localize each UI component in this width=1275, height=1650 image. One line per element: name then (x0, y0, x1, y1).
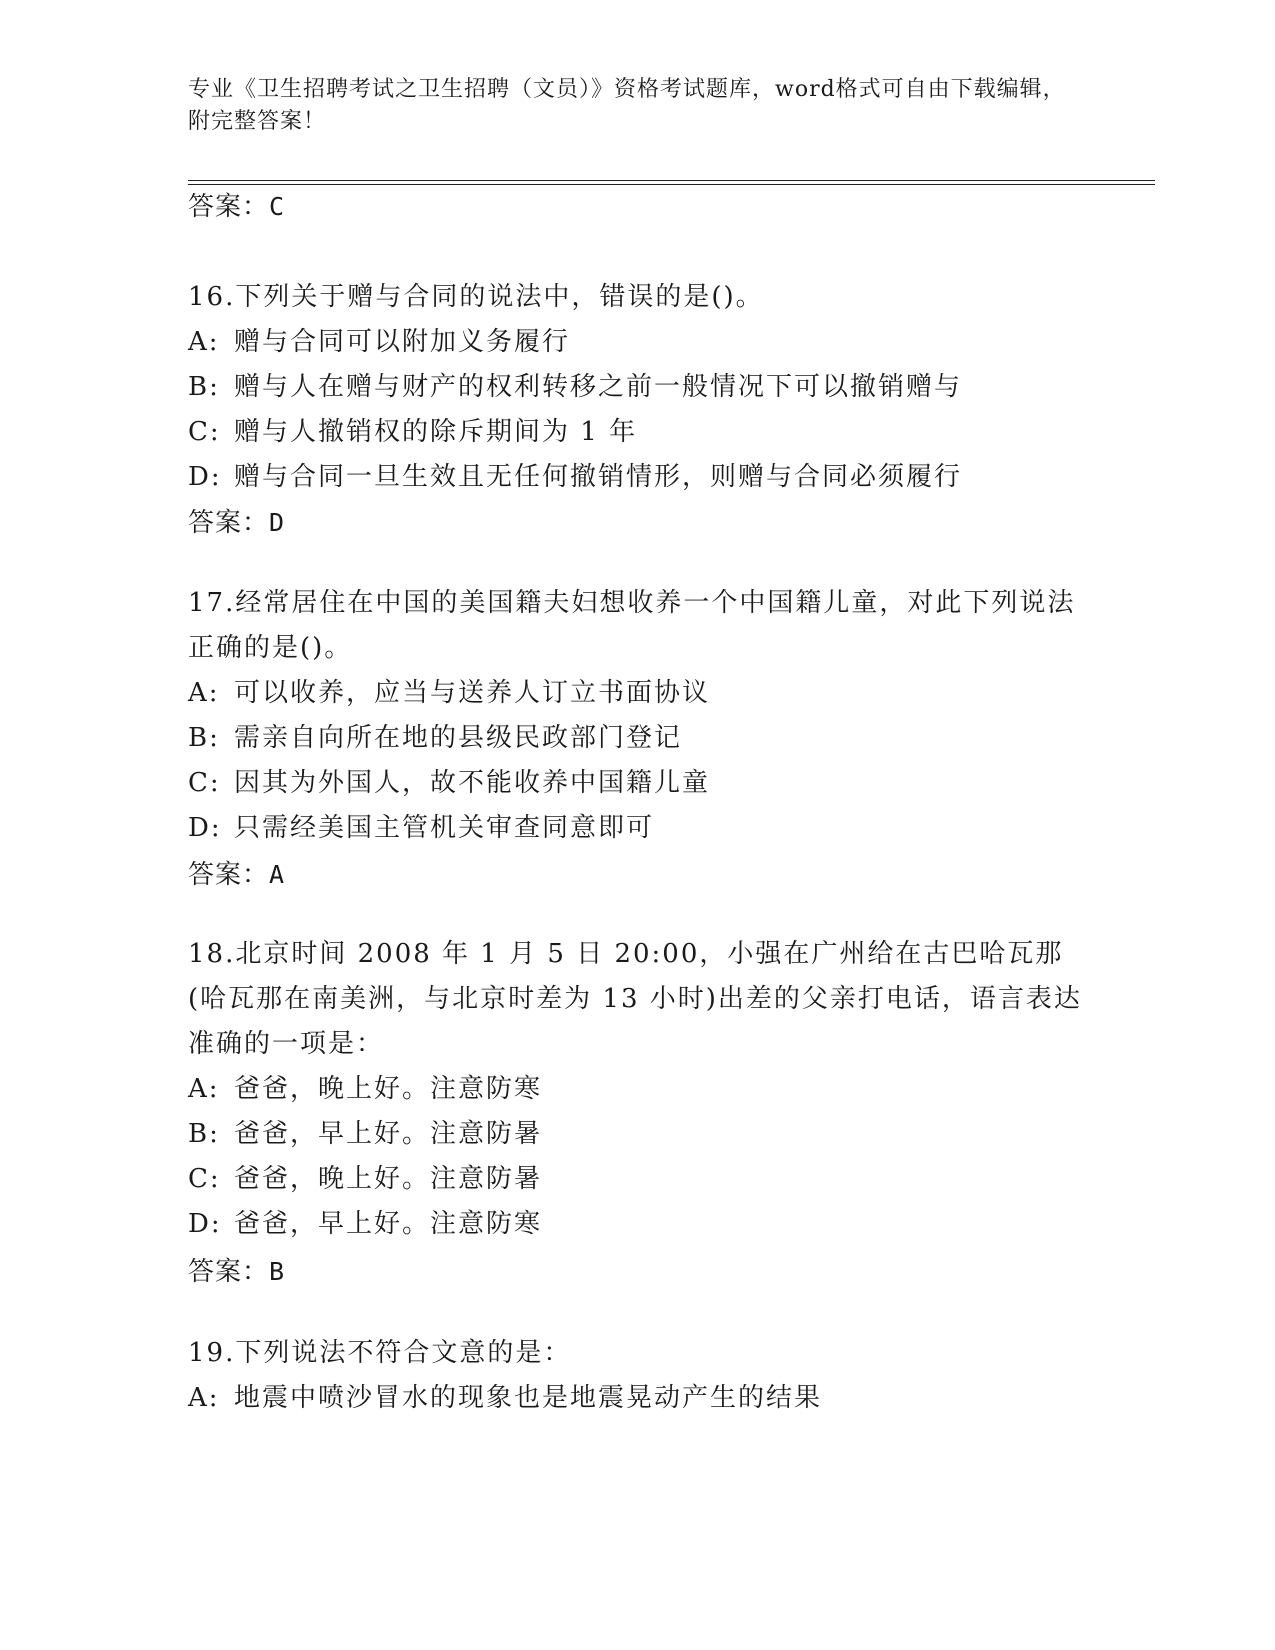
option-text: 爸爸，晚上好。注意防暑 (234, 1164, 543, 1194)
answer-value: D (269, 508, 286, 537)
option-text: 爸爸，早上好。注意防暑 (234, 1119, 543, 1149)
answer-line (188, 1255, 285, 1289)
question-text: 19.下列说法不符合文意的是： (188, 1338, 572, 1368)
option-c (188, 410, 1088, 455)
question-16 (188, 275, 1088, 500)
option-text: 只需经美国主管机关审查同意即可 (234, 813, 655, 843)
option-letter: B: (188, 372, 220, 402)
answer-label: 答案： (188, 192, 270, 222)
option-text: 可以收养，应当与送养人订立书面协议 (234, 678, 711, 708)
answer-label: 答案： (188, 508, 270, 538)
option-d (188, 806, 1088, 851)
question-19 (188, 1331, 1088, 1421)
option-a (188, 320, 1088, 365)
answer-value: A (269, 860, 286, 889)
option-b (188, 365, 1088, 410)
option-b (188, 716, 1088, 761)
option-b (188, 1112, 1088, 1157)
option-c (188, 761, 1088, 806)
option-letter: A: (188, 1383, 220, 1413)
option-letter: A: (188, 1074, 220, 1104)
answer-label: 答案： (188, 860, 270, 890)
answer-label: 答案： (188, 1257, 270, 1287)
question-text: 16.下列关于赠与合同的说法中，错误的是()。 (188, 282, 764, 312)
option-letter: D: (188, 462, 222, 492)
option-text: 需亲自向所在地的县级民政部门登记 (234, 723, 683, 753)
option-letter: D: (188, 813, 222, 843)
option-letter: B: (188, 723, 220, 753)
option-c (188, 1157, 1088, 1202)
option-letter: D: (188, 1209, 222, 1239)
option-text: 赠与合同可以附加义务履行 (234, 327, 571, 357)
answer-line (188, 190, 285, 224)
option-letter: A: (188, 327, 220, 357)
option-a (188, 1067, 1088, 1112)
option-letter: C: (188, 1164, 221, 1194)
document-header: 专业《卫生招聘考试之卫生招聘（文员）》资格考试题库，word格式可自由下载编辑，附完整答案！ (188, 77, 1066, 134)
option-a (188, 1376, 1088, 1421)
option-text: 赠与人在赠与财产的权利转移之前一般情况下可以撤销赠与 (234, 372, 963, 402)
option-text: 地震中喷沙冒水的现象也是地震晃动产生的结果 (234, 1383, 823, 1413)
option-a (188, 671, 1088, 716)
header-divider-bottom (188, 184, 1155, 185)
header-divider-top (188, 180, 1155, 181)
question-17 (188, 581, 1088, 851)
answer-value: B (269, 1257, 286, 1286)
option-text: 赠与合同一旦生效且无任何撤销情形，则赠与合同必须履行 (234, 462, 963, 492)
option-letter: C: (188, 417, 221, 447)
question-18 (188, 932, 1088, 1247)
question-text: 17.经常居住在中国的美国籍夫妇想收养一个中国籍儿童，对此下列说法正确的是()。 (188, 588, 1076, 663)
option-text: 爸爸，晚上好。注意防寒 (234, 1074, 543, 1104)
option-letter: B: (188, 1119, 220, 1149)
answer-line (188, 858, 285, 892)
option-letter: A: (188, 678, 220, 708)
option-text: 因其为外国人，故不能收养中国籍儿童 (234, 768, 711, 798)
option-d (188, 1202, 1088, 1247)
question-text: 18.北京时间 2008 年 1 月 5 日 20:00，小强在广州给在古巴哈瓦那(哈瓦那在南美洲，与北京时差为 13 小时)出差的父亲打电话，语言表达准确的一项是： (188, 939, 1082, 1059)
option-letter: C: (188, 768, 221, 798)
answer-line (188, 506, 285, 540)
option-text: 赠与人撤销权的除斥期间为 1 年 (234, 417, 638, 447)
answer-value: C (269, 192, 286, 221)
option-text: 爸爸，早上好。注意防寒 (234, 1209, 543, 1239)
option-d (188, 455, 1088, 500)
